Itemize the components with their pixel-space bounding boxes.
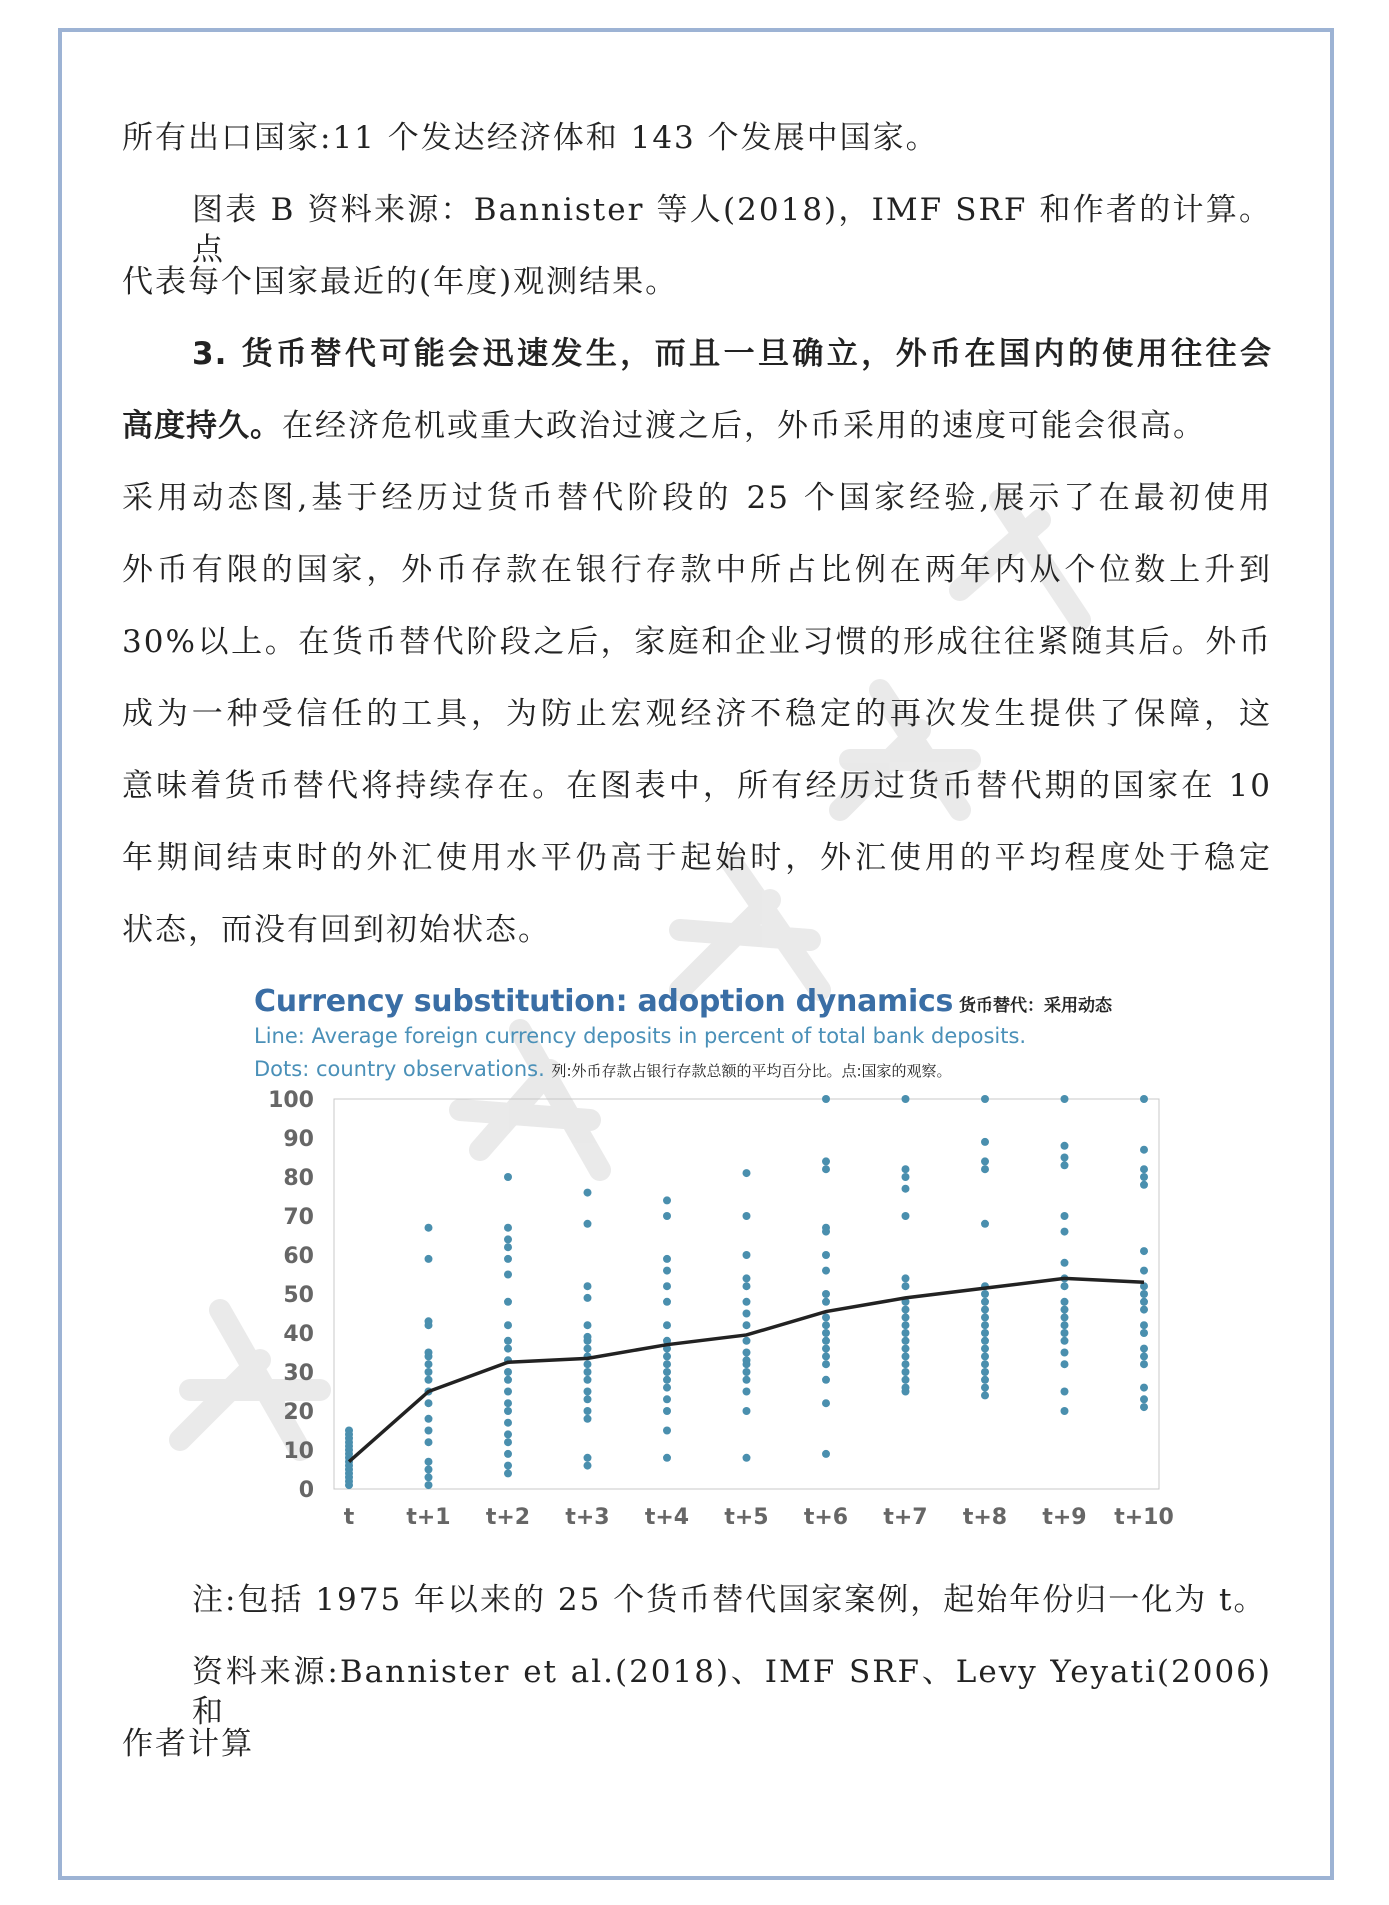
data-point: [425, 1349, 433, 1357]
data-point: [504, 1462, 512, 1470]
y-tick-label: 50: [283, 1283, 314, 1308]
data-point: [902, 1368, 910, 1376]
data-point: [902, 1384, 910, 1392]
data-point: [663, 1282, 671, 1290]
data-point: [822, 1345, 830, 1353]
data-point: [1061, 1329, 1069, 1337]
data-point: [584, 1462, 592, 1470]
data-point: [822, 1313, 830, 1321]
data-point: [743, 1321, 751, 1329]
data-point: [1061, 1161, 1069, 1169]
data-point: [743, 1388, 751, 1396]
data-point: [902, 1306, 910, 1314]
paragraph-line-8: 30%以上。在货币替代阶段之后，家庭和企业习惯的形成往往紧随其后。外币: [122, 624, 1272, 660]
data-point: [425, 1458, 433, 1466]
data-point: [981, 1095, 989, 1103]
x-tick-label: t+10: [1114, 1505, 1174, 1530]
data-point: [584, 1189, 592, 1197]
x-tick-label: t+8: [962, 1505, 1008, 1530]
data-point: [981, 1290, 989, 1298]
data-point: [663, 1407, 671, 1415]
data-point: [504, 1399, 512, 1407]
data-point: [504, 1271, 512, 1279]
data-point: [584, 1333, 592, 1341]
data-point: [902, 1352, 910, 1360]
data-point: [743, 1212, 751, 1220]
data-point: [1061, 1349, 1069, 1357]
data-point: [743, 1407, 751, 1415]
x-tick-label: t+7: [883, 1505, 928, 1530]
data-point: [1061, 1154, 1069, 1162]
y-tick-label: 100: [268, 1088, 314, 1113]
data-point: [504, 1376, 512, 1384]
data-point: [981, 1165, 989, 1173]
data-point: [504, 1407, 512, 1415]
x-tick-label: t+1: [406, 1505, 451, 1530]
data-point: [822, 1329, 830, 1337]
data-point: [584, 1282, 592, 1290]
chart-title-en: Currency substitution: adoption dynamics: [254, 984, 954, 1019]
data-point: [1140, 1146, 1148, 1154]
data-point: [981, 1298, 989, 1306]
data-point: [584, 1415, 592, 1423]
data-point: [981, 1321, 989, 1329]
data-point: [663, 1427, 671, 1435]
data-point: [663, 1267, 671, 1275]
data-point: [504, 1469, 512, 1477]
data-point: [584, 1454, 592, 1462]
paragraph-line-2: 图表 B 资料来源：Bannister 等人(2018)，IMF SRF 和作者的计算。点: [192, 192, 1272, 268]
data-point: [1140, 1384, 1148, 1392]
data-point: [822, 1450, 830, 1458]
x-tick-label: t+5: [724, 1505, 769, 1530]
data-point: [1061, 1407, 1069, 1415]
y-tick-label: 0: [298, 1478, 314, 1503]
data-point: [822, 1224, 830, 1232]
data-point: [902, 1321, 910, 1329]
y-tick-label: 80: [283, 1166, 314, 1191]
data-point: [822, 1399, 830, 1407]
data-point: [822, 1298, 830, 1306]
data-point: [663, 1212, 671, 1220]
data-point: [504, 1243, 512, 1251]
data-point: [743, 1310, 751, 1318]
data-point: [822, 1290, 830, 1298]
data-point: [504, 1368, 512, 1376]
data-point: [1061, 1282, 1069, 1290]
data-point: [902, 1165, 910, 1173]
paragraph-line-7: 外币有限的国家，外币存款在银行存款中所占比例在两年内从个位数上升到: [122, 552, 1272, 588]
data-point: [425, 1360, 433, 1368]
data-point: [981, 1306, 989, 1314]
data-point: [584, 1388, 592, 1396]
data-point: [902, 1376, 910, 1384]
plot-frame: [334, 1099, 1159, 1489]
data-point: [1061, 1228, 1069, 1236]
paragraph-line-12: 状态，而没有回到初始状态。: [122, 912, 551, 948]
data-point: [822, 1360, 830, 1368]
y-tick-label: 20: [283, 1400, 314, 1425]
bold-heading-part1: 3. 货币替代可能会迅速发生，而且一旦确立，外币在国内的使用往往会: [192, 336, 1272, 372]
data-point: [1140, 1095, 1148, 1103]
chart-plot: [244, 1088, 1184, 1547]
data-point: [981, 1368, 989, 1376]
chart-note: 注:包括 1975 年以来的 25 个货币替代国家案例，起始年份归一化为 t。: [192, 1582, 1267, 1618]
data-point: [584, 1321, 592, 1329]
data-point: [1140, 1321, 1148, 1329]
data-point: [584, 1345, 592, 1353]
data-point: [902, 1274, 910, 1282]
data-point: [743, 1251, 751, 1259]
data-point: [1061, 1259, 1069, 1267]
data-point: [743, 1298, 751, 1306]
data-point: [981, 1391, 989, 1399]
paragraph-line-6: 采用动态图,基于经历过货币替代阶段的 25 个国家经验,展示了在最初使用: [122, 480, 1272, 516]
data-point: [743, 1356, 751, 1364]
data-point: [345, 1427, 353, 1435]
y-tick-label: 10: [283, 1439, 314, 1464]
data-point: [584, 1294, 592, 1302]
data-point: [504, 1345, 512, 1353]
data-point: [1061, 1095, 1069, 1103]
data-point: [981, 1329, 989, 1337]
data-point: [504, 1235, 512, 1243]
data-point: [425, 1466, 433, 1474]
y-tick-label: 70: [283, 1205, 314, 1230]
chart-subtitle-2: [254, 1057, 952, 1081]
data-point: [981, 1220, 989, 1228]
chart-subtitle-2-en: Dots: country observations.: [254, 1057, 545, 1081]
data-point: [902, 1282, 910, 1290]
data-point: [743, 1376, 751, 1384]
data-point: [1140, 1290, 1148, 1298]
data-point: [504, 1224, 512, 1232]
data-point: [1140, 1181, 1148, 1189]
y-tick-label: 40: [283, 1322, 314, 1347]
data-point: [504, 1450, 512, 1458]
data-point: [584, 1407, 592, 1415]
x-tick-label: t+9: [1042, 1505, 1087, 1530]
data-point: [1061, 1337, 1069, 1345]
chart-title-zh: 货币替代：采用动态: [959, 996, 1113, 1016]
chart-title: [254, 984, 1112, 1019]
data-point: [1140, 1247, 1148, 1255]
y-tick-label: 60: [283, 1244, 314, 1269]
data-point: [425, 1399, 433, 1407]
data-point: [1061, 1212, 1069, 1220]
data-point: [504, 1430, 512, 1438]
data-point: [1061, 1321, 1069, 1329]
data-point: [1140, 1360, 1148, 1368]
data-point: [981, 1384, 989, 1392]
data-point: [1140, 1403, 1148, 1411]
data-point: [504, 1419, 512, 1427]
x-tick-label: t: [343, 1505, 355, 1530]
data-point: [981, 1337, 989, 1345]
data-point: [504, 1438, 512, 1446]
data-point: [902, 1345, 910, 1353]
data-point: [1140, 1173, 1148, 1181]
paragraph-line-9: 成为一种受信任的工具，为防止宏观经济不稳定的再次发生提供了保障，这: [122, 696, 1272, 732]
data-point: [822, 1165, 830, 1173]
x-tick-label: t+6: [803, 1505, 849, 1530]
data-point: [1061, 1360, 1069, 1368]
data-point: [1140, 1352, 1148, 1360]
data-point: [504, 1255, 512, 1263]
data-point: [425, 1473, 433, 1481]
data-point: [822, 1267, 830, 1275]
data-point: [743, 1282, 751, 1290]
data-point: [822, 1251, 830, 1259]
data-point: [822, 1376, 830, 1384]
data-point: [1140, 1267, 1148, 1275]
paragraph-line-5: [122, 406, 1206, 446]
paragraph-line-1: 所有出口国家:11 个发达经济体和 143 个发展中国家。: [122, 120, 939, 156]
chart-source-end: 作者计算: [122, 1726, 254, 1762]
paragraph-line-5-rest: 在经济危机或重大政治过渡之后，外币采用的速度可能会很高。: [282, 408, 1206, 444]
data-point: [425, 1368, 433, 1376]
data-point: [663, 1454, 671, 1462]
data-point: [425, 1415, 433, 1423]
data-point: [743, 1337, 751, 1345]
data-point: [584, 1395, 592, 1403]
data-point: [663, 1196, 671, 1204]
data-point: [663, 1298, 671, 1306]
data-point: [981, 1345, 989, 1353]
data-point: [981, 1376, 989, 1384]
data-point: [1061, 1306, 1069, 1314]
data-point: [1140, 1345, 1148, 1353]
data-point: [584, 1368, 592, 1376]
data-point: [1140, 1298, 1148, 1306]
paragraph-line-3: 代表每个国家最近的(年度)观测结果。: [122, 264, 679, 300]
data-point: [504, 1173, 512, 1181]
data-point: [425, 1376, 433, 1384]
data-point: [425, 1438, 433, 1446]
x-tick-label: t+2: [485, 1505, 531, 1530]
data-point: [584, 1360, 592, 1368]
bold-heading-part2: 高度持久。: [122, 408, 282, 444]
data-point: [504, 1321, 512, 1329]
data-point: [1140, 1165, 1148, 1173]
data-point: [822, 1352, 830, 1360]
data-point: [663, 1376, 671, 1384]
data-point: [425, 1224, 433, 1232]
data-point: [584, 1376, 592, 1384]
data-point: [1061, 1388, 1069, 1396]
paragraph-line-10: 意味着货币替代将持续存在。在图表中，所有经历过货币替代期的国家在 10: [122, 768, 1272, 804]
data-point: [1061, 1313, 1069, 1321]
data-point: [663, 1368, 671, 1376]
data-point: [663, 1395, 671, 1403]
data-point: [425, 1481, 433, 1489]
data-point: [504, 1298, 512, 1306]
y-tick-label: 30: [283, 1361, 314, 1386]
data-point: [981, 1360, 989, 1368]
data-point: [902, 1095, 910, 1103]
data-point: [822, 1157, 830, 1165]
data-point: [981, 1157, 989, 1165]
data-point: [1140, 1306, 1148, 1314]
data-point: [663, 1360, 671, 1368]
data-point: [663, 1321, 671, 1329]
paragraph-line-4: [122, 334, 1272, 374]
data-point: [584, 1220, 592, 1228]
paragraph-line-11: 年期间结束时的外汇使用水平仍高于起始时，外汇使用的平均程度处于稳定: [122, 840, 1272, 876]
data-point: [743, 1274, 751, 1282]
data-point: [743, 1349, 751, 1357]
y-tick-label: 90: [283, 1127, 314, 1152]
data-point: [1061, 1298, 1069, 1306]
chart-subtitle-2-zh: 列:外币存款占银行存款总额的平均百分比。点:国家的观察。: [551, 1062, 952, 1080]
data-point: [743, 1368, 751, 1376]
data-point: [822, 1321, 830, 1329]
data-point: [425, 1427, 433, 1435]
data-point: [504, 1388, 512, 1396]
data-point: [1140, 1395, 1148, 1403]
data-point: [1140, 1329, 1148, 1337]
data-point: [822, 1095, 830, 1103]
data-point: [504, 1337, 512, 1345]
data-point: [981, 1352, 989, 1360]
data-point: [743, 1454, 751, 1462]
data-point: [902, 1185, 910, 1193]
data-point: [1061, 1142, 1069, 1150]
data-point: [425, 1317, 433, 1325]
data-point: [902, 1360, 910, 1368]
data-point: [981, 1313, 989, 1321]
data-point: [743, 1169, 751, 1177]
x-tick-label: t+4: [644, 1505, 690, 1530]
chart: [244, 982, 1184, 1552]
chart-source: 资料来源:Bannister et al.(2018)、IMF SRF、Levy Yeyati(2006)和: [192, 1654, 1272, 1730]
data-point: [663, 1352, 671, 1360]
data-point: [902, 1212, 910, 1220]
data-point: [902, 1173, 910, 1181]
data-point: [425, 1255, 433, 1263]
data-point: [981, 1138, 989, 1146]
chart-subtitle-1: Line: Average foreign currency deposits in percent of total bank deposits.: [254, 1024, 1027, 1048]
data-point: [822, 1337, 830, 1345]
x-tick-label: t+3: [565, 1505, 610, 1530]
data-point: [902, 1337, 910, 1345]
data-point: [663, 1255, 671, 1263]
data-point: [663, 1384, 671, 1392]
data-point: [902, 1329, 910, 1337]
data-point: [902, 1313, 910, 1321]
